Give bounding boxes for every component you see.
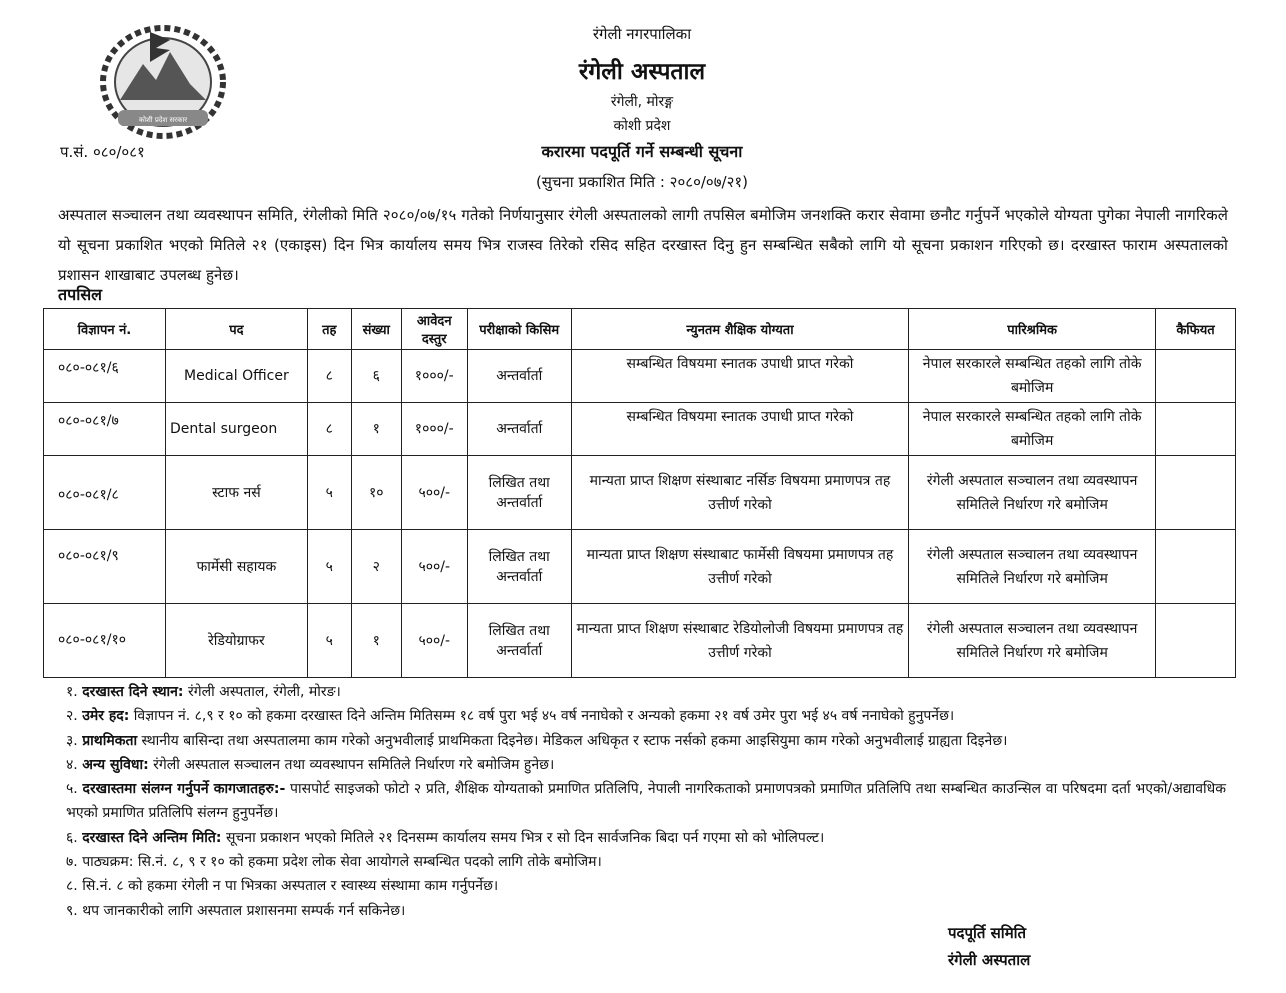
cell-level: ५ <box>307 530 351 604</box>
table-row <box>44 456 1236 530</box>
note-text: पासपोर्ट साइजको फोटो २ प्रति, शैक्षिक योग्यताको प्रमाणित प्रतिलिपि, नेपाली नागरिकताको प्रमाणपत्रको प्रमाणित प्रतिलिपि तथा सम्बन्धित काउन्सिल वा परिषदमा दर्ता भएको/अद्यावधिक भएको प्रमाणित प्रतिलिपि संलग्न हुनुपर्नेछ। <box>66 781 1226 822</box>
cell-level: ५ <box>307 456 351 530</box>
note-text: स्थानीय बासिन्दा तथा अस्पतालमा काम गरेको अनुभवीलाई प्राथमिकता दिइनेछ। मेडिकल अधिकृत र स्टाफ नर्सको हकमा आइसियुमा काम गरेको अनुभवीलाई ग्राह्यता दिइनेछ। <box>137 732 1008 749</box>
hospital-address: रंगेली, मोरङ्ग <box>610 94 674 110</box>
header-exam: परीक्षाको किसिम <box>467 309 571 350</box>
municipality-name: रंगेली नगरपालिका <box>592 25 692 43</box>
note-number: २. <box>66 708 78 725</box>
cell-salary: रंगेली अस्पताल सञ्चालन तथा व्यवस्थापन समितिले निर्धारण गरे बमोजिम <box>909 530 1156 604</box>
list-item <box>66 826 1226 850</box>
signature-committee: पदपूर्ति समिति <box>948 924 1027 942</box>
cell-exam: लिखित तथा अन्तर्वार्ता <box>467 530 571 604</box>
cell-count: १० <box>351 456 401 530</box>
reference-number: प.सं. ०८०/०८१ <box>60 143 145 161</box>
cell-count: २ <box>351 530 401 604</box>
cell-salary: नेपाल सरकारले सम्बन्धित तहको लागि तोके बमोजिम <box>909 350 1156 403</box>
table-row <box>44 350 1236 403</box>
list-item <box>66 729 1226 753</box>
note-number: ९. <box>66 902 78 919</box>
table-row <box>44 530 1236 604</box>
note-number: ३. <box>66 732 78 749</box>
cell-post: Medical Officer <box>165 350 307 403</box>
notice-title: करारमा पदपूर्ति गर्ने सम्बन्धी सूचना <box>541 142 743 161</box>
cell-remarks <box>1156 403 1236 456</box>
header-salary: पारिश्रमिक <box>909 309 1156 350</box>
cell-qualification: मान्यता प्राप्त शिक्षण संस्थाबाट रेडियोलोजी विषयमा प्रमाणपत्र तह उत्तीर्ण गरेको <box>571 604 909 678</box>
cell-fee: ५००/- <box>401 604 467 678</box>
note-number: १. <box>66 684 78 700</box>
cell-remarks <box>1156 530 1236 604</box>
cell-ad-no: ०८०-०८१/७ <box>44 403 166 456</box>
cell-exam: अन्तर्वार्ता <box>467 403 571 456</box>
cell-ad-no: ०८०-०८१/९ <box>44 530 166 604</box>
header-count: संख्या <box>351 309 401 350</box>
cell-post: Dental surgeon <box>165 403 307 456</box>
header-fee: आवेदन दस्तुर <box>401 309 467 350</box>
cell-fee: १०००/- <box>401 350 467 403</box>
notes-list <box>66 680 1226 923</box>
cell-ad-no: ०८०-०८१/१० <box>44 604 166 678</box>
signature-block <box>948 920 1030 974</box>
cell-exam: अन्तर्वार्ता <box>467 350 571 403</box>
cell-level: ८ <box>307 403 351 456</box>
signature-hospital: रंगेली अस्पताल <box>948 951 1031 969</box>
table-row <box>44 403 1236 456</box>
cell-level: ८ <box>307 350 351 403</box>
note-heading: अन्य सुविधा: <box>82 756 149 773</box>
cell-post: स्टाफ नर्स <box>165 456 307 530</box>
cell-count: १ <box>351 403 401 456</box>
note-text: विज्ञापन नं. ८,९ र १० को हकमा दरखास्त दिने अन्तिम मितिसम्म १८ वर्ष पुरा भई ४५ वर्ष ननाघेको र अन्यको हकमा २१ वर्ष उमेर पुरा भई ४५ वर्ष ननाघेको हुनुपर्नेछ। <box>129 708 955 725</box>
cell-fee: १०००/- <box>401 403 467 456</box>
note-number: ८. <box>66 878 78 895</box>
table-title: तपसिल <box>58 285 103 304</box>
cell-ad-no: ०८०-०८१/६ <box>44 350 166 403</box>
note-text: रंगेली अस्पताल सञ्चालन तथा व्यवस्थापन समितिले निर्धारण गरे बमोजिम हुनेछ। <box>148 756 555 773</box>
cell-exam: लिखित तथा अन्तर्वार्ता <box>467 456 571 530</box>
list-item <box>66 753 1226 777</box>
cell-count: ६ <box>351 350 401 403</box>
header-ad-no: विज्ञापन नं. <box>44 309 166 350</box>
cell-post: रेडियोग्राफर <box>165 604 307 678</box>
cell-remarks <box>1156 456 1236 530</box>
header-qualification: न्युनतम शैक्षिक योग्यता <box>571 309 909 350</box>
cell-count: १ <box>351 604 401 678</box>
note-text: थप जानकारीको लागि अस्पताल प्रशासनमा सम्पर्क गर्न सकिनेछ। <box>82 902 406 919</box>
cell-qualification: सम्बन्धित विषयमा स्नातक उपाधी प्राप्त गरेको <box>571 403 909 456</box>
cell-remarks <box>1156 604 1236 678</box>
note-heading: दरखास्त दिने अन्तिम मिति: <box>82 829 222 846</box>
hospital-name: रंगेली अस्पताल <box>578 59 706 85</box>
cell-fee: ५००/- <box>401 456 467 530</box>
list-item <box>66 777 1226 826</box>
note-text: सूचना प्रकाशन भएको मितिले २१ दिनसम्म कार्यालय समय भित्र र सो दिन सार्वजनिक बिदा पर्न गएमा सो को भोलिपल्ट। <box>221 829 825 846</box>
cell-qualification: मान्यता प्राप्त शिक्षण संस्थाबाट फार्मेसी विषयमा प्रमाणपत्र तह उत्तीर्ण गरेको <box>571 530 909 604</box>
note-number: ६. <box>66 829 78 846</box>
note-text: रंगेली अस्पताल, रंगेली, मोरङ। <box>183 684 341 700</box>
note-heading: उमेर हद: <box>82 708 130 725</box>
note-text: सि.नं. ८ को हकमा रंगेली न पा भित्रका अस्पताल र स्वास्थ्य संस्थामा काम गर्नुपर्नेछ। <box>82 878 499 895</box>
header-post: पद <box>165 309 307 350</box>
cell-ad-no: ०८०-०८१/८ <box>44 456 166 530</box>
note-text: पाठ्यक्रम: सि.नं. ८, ९ र १० को हकमा प्रदेश लोक सेवा आयोगले सम्बन्धित पदको लागि तोके बमोजिम। <box>82 854 602 871</box>
cell-post: फार्मेसी सहायक <box>165 530 307 604</box>
cell-level: ५ <box>307 604 351 678</box>
list-item <box>66 850 1226 874</box>
cell-salary: रंगेली अस्पताल सञ्चालन तथा व्यवस्थापन समितिले निर्धारण गरे बमोजिम <box>909 456 1156 530</box>
vacancy-table <box>43 308 1236 678</box>
published-date: (सुचना प्रकाशित मिति : २०८०/०७/२१) <box>535 173 749 191</box>
list-item <box>66 874 1226 898</box>
cell-salary: रंगेली अस्पताल सञ्चालन तथा व्यवस्थापन समितिले निर्धारण गरे बमोजिम <box>909 604 1156 678</box>
cell-fee: ५००/- <box>401 530 467 604</box>
intro-paragraph: अस्पताल सञ्चालन तथा व्यवस्थापन समिति, रंगेलीको मिति २०८०/०७/१५ गतेको निर्णयानुसार रंगेली अस्पतालको लागी तपसिल बमोजिम जनशक्ति करार सेवामा छनौट गर्नुपर्ने भएकोले योग्यता पुगेका नेपाली नागरिकले यो सूचना प्रकाशित भएको मितिले २१ (एकाइस) दिन भित्र कार्यालय समय भित्र राजस्व तिरेको रसिद सहित दरखास्त दिनु हुन सम्बन्धित सबैको लागि यो सूचना प्रकाशन गरिएको छ। दरखास्त फाराम अस्पतालको प्रशासन शाखाबाट उपलब्ध हुनेछ। <box>58 206 1228 284</box>
note-heading: दरखास्त दिने स्थान: <box>82 684 184 700</box>
note-number: ७. <box>66 854 78 871</box>
cell-qualification: सम्बन्धित विषयमा स्नातक उपाधी प्राप्त गरेको <box>571 350 909 403</box>
cell-exam: लिखित तथा अन्तर्वार्ता <box>467 604 571 678</box>
cell-qualification: मान्यता प्राप्त शिक्षण संस्थाबाट नर्सिङ विषयमा प्रमाणपत्र तह उत्तीर्ण गरेको <box>571 456 909 530</box>
header-level: तह <box>307 309 351 350</box>
province-name: कोशी प्रदेश <box>613 118 671 134</box>
table-row <box>44 604 1236 678</box>
note-number: ४. <box>66 756 78 773</box>
list-item <box>66 680 1226 704</box>
cell-salary: नेपाल सरकारले सम्बन्धित तहको लागि तोके बमोजिम <box>909 403 1156 456</box>
list-item <box>66 704 1226 728</box>
note-heading: प्राथमिकता <box>82 732 138 749</box>
cell-remarks <box>1156 350 1236 403</box>
header-remarks: कैफियत <box>1156 309 1236 350</box>
government-emblem <box>98 22 228 140</box>
note-heading: दरखास्तमा संलग्न गर्नुपर्ने कागजातहरु:- <box>82 781 286 798</box>
note-number: ५. <box>66 781 78 798</box>
svg-text:कोशी प्रदेश सरकार: कोशी प्रदेश सरकार <box>138 116 188 124</box>
list-item <box>66 899 1226 923</box>
table-header-row <box>44 309 1236 350</box>
